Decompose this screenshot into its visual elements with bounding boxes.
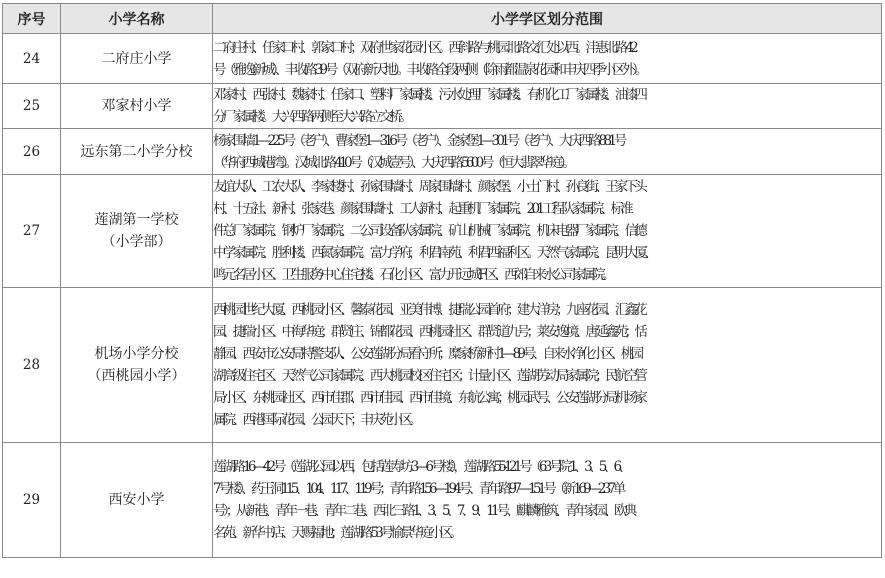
school-name-line: 二府庄小学: [101, 50, 172, 67]
school-name-line: （西桃园小学）: [87, 368, 186, 384]
serial-number: 25: [3, 84, 61, 129]
school-name-line: 西安小学: [108, 492, 165, 508]
district-range-line: 西桃园世纪大厦、西桃园小区、馨泰花园、亚美伟博、捷瑞公园首府；建大洋房；九座花园、汇鑫花: [213, 302, 645, 318]
district-range: [213, 84, 882, 129]
district-range-line: 友谊大队、工农大队、李家楼村、孙家围墙村、周家围墙村、颜家堡、小土门村、孙良街、王家下头: [213, 179, 645, 195]
district-range: [213, 129, 882, 175]
district-range-line: 号（雅逸新城）、丰收路 39 号（双府新天地）。丰收路全段两侧（除雨都温泉花园和丰庆四季小区外）。: [213, 61, 645, 78]
serial-number: 27: [3, 175, 61, 288]
district-range-line: 分厂家属楼。大兴西路两侧至大兴路立交桥。: [213, 109, 409, 125]
district-range-line: 二府庄村、任家口村、郭家口村；双府世家花园小区。西斜路与桃园北路交汇处以西。沣惠北路 42: [213, 39, 635, 56]
school-name: [61, 175, 213, 288]
serial-number: 26: [3, 129, 61, 175]
district-range-line: 局小区、东桃园社区、西市佳郡、西市佳园、西市佳境、东航公寓；桃园武号、公安莲湖分局机场家: [213, 390, 645, 406]
table-row: [3, 288, 882, 443]
district-range-line: 名苑、新华书店、天赐福地；莲湖路 53 号愉景华庭小区。: [213, 525, 460, 541]
district-range: [213, 288, 882, 443]
district-range-line: 中学家属院、胜利楼、西氮家属院。富力学府，利君南苑、利君西福利区。天然气家属院、昆明大厦、: [213, 245, 654, 261]
table-row: [3, 129, 882, 175]
district-range-line: （华府西城港湾）。汉城北路 410 号（汉城壹号）、大庆西路 5600 号（恒大翡翠华庭）。: [213, 154, 573, 171]
header-row: [3, 4, 882, 34]
school-name: [61, 84, 213, 129]
district-range-line: 园、捷瑞小区、中海华庭；群贤庄、锦都花园、西桃园社区、群贤道九号；莱安逸境、唐延鑫苑；恬: [213, 324, 645, 340]
table-row: [3, 84, 882, 129]
school-name-line: 远东第二小学分校: [80, 143, 193, 160]
district-range-line: 邓家村、西张村、魏家村、任家口、塑料厂家属楼、污水处理厂家属楼、有机化工厂家属楼、油漆四: [213, 87, 645, 103]
school-name: [61, 34, 213, 84]
school-name-line: 机场小学分校: [94, 346, 179, 362]
district-range: [213, 175, 882, 288]
school-district-table: [2, 3, 882, 558]
header-serial-number: 序号: [3, 4, 61, 34]
table-row: [3, 34, 882, 84]
serial-number: 28: [3, 288, 61, 443]
school-name: [61, 129, 213, 175]
district-range-line: 杨家围墙 1—225 号（老户）、曹家堡 1—316 号（老户）、金家堡 1—301 号（老户）、大庆西路 881 号: [213, 132, 624, 149]
header-district-range: 小学学区划分范围: [213, 4, 882, 34]
district-range-line: 属院、西港国际花园、公园天下；丰庆苑小区。: [213, 412, 419, 428]
school-name-line: 莲湖第一学校: [94, 212, 179, 228]
serial-number: 24: [3, 34, 61, 84]
table-row: [3, 443, 882, 558]
district-range-line: 件总厂家属院、钢炉厂家属院、二公司设备队家属院、矿山机械厂家属院、机床电器厂家属院、信德: [213, 223, 645, 239]
district-range-line: 7 号楼）、药王洞 115、104、117、119 号；青年路 156—194 号、青年路 97—151 号（新 169—237 单: [213, 481, 623, 497]
header-school-name: 小学名称: [61, 4, 213, 34]
serial-number: 29: [3, 443, 61, 558]
district-range-line: 号）；从新巷、青年一巷、青年二巷、西北三路 1、3、5、7、9、11 号、麒麟雅筑、青年家园、欧典: [213, 503, 634, 519]
district-range-line: 鸣元名居小区、卫生服务中心住宅楼、石化小区、富力开远城 F 区、西郊自来水公司家属院。: [213, 267, 612, 283]
district-range-line: 村、十五社、新村、张家巷、颜家围墙村、工人新村、起重机厂家属院、201 工程队家属院、标准: [213, 201, 631, 217]
school-name: [61, 443, 213, 558]
district-range: [213, 34, 882, 84]
district-range-line: 静园、西安市公安局特警支队、公安莲湖分局看守所；糜家桥新村 1—89 号、自来水净化小区、桃园: [213, 346, 641, 362]
table-row: [3, 175, 882, 288]
school-name-line: 邓家村小学: [101, 98, 172, 114]
district-range-line: 湖高级住宅区、天然气公司家属院、西大桃园校区住宅区；计量小区、莲湖劳动局家属院；民航空管: [213, 368, 645, 384]
district-range: [213, 443, 882, 558]
school-name: [61, 288, 213, 443]
school-name-line: （小学部）: [101, 234, 172, 250]
district-range-line: 莲湖路 16—42 号（莲湖公园以西，包括莲寿坊 3—6 号楼），莲湖路 55-121 号（63 号院 1、3、5、6、: [213, 459, 629, 475]
